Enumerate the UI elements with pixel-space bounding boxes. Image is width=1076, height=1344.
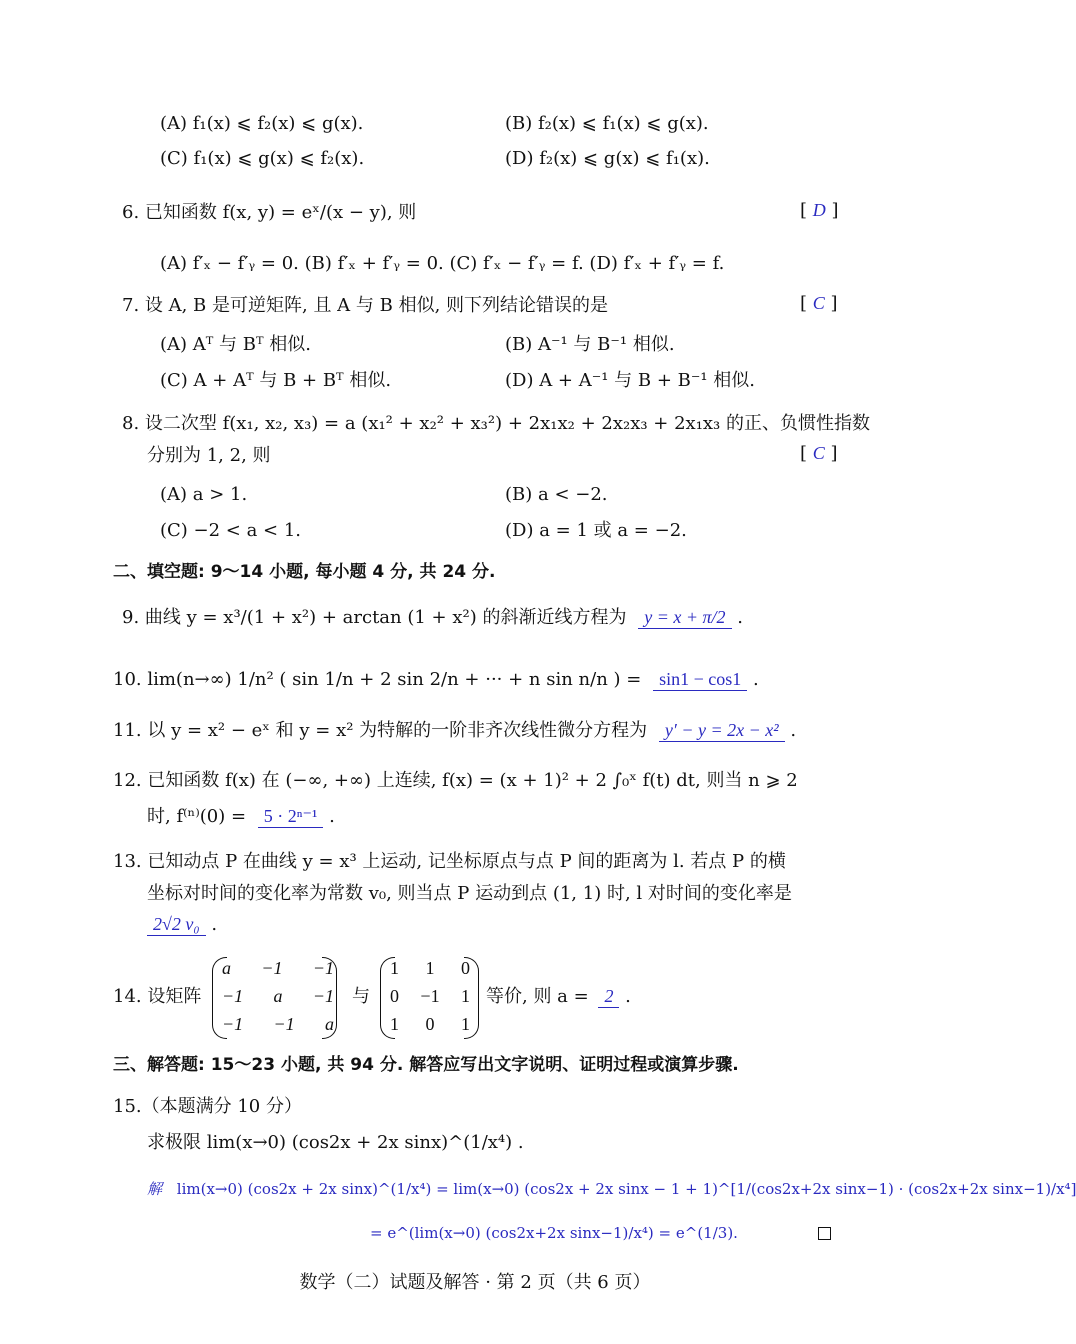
q7-option-c: (C) A + Aᵀ 与 B + Bᵀ 相似.	[160, 370, 392, 391]
q5-option-d: (D) f₂(x) ⩽ g(x) ⩽ f₁(x).	[505, 148, 710, 169]
q8-option-a: (A) a > 1.	[160, 484, 248, 505]
q12-stem2-text: 时, f⁽ⁿ⁾(0) =	[147, 806, 247, 827]
q5-option-a: (A) f₁(x) ⩽ f₂(x) ⩽ g(x).	[160, 113, 364, 134]
q14-m1-cell: −1	[261, 958, 283, 978]
q15-solution-line1	[147, 1176, 1076, 1202]
q13-stem-line1: 13. 已知动点 P 在曲线 y = x³ 上运动, 记坐标原点与点 P 间的距离为 l. 若点 P 的横	[113, 851, 786, 872]
q8-option-b: (B) a < −2.	[505, 484, 608, 505]
q10-stem-text: 10. lim(n→∞) 1/n² ( sin 1/n + 2 sin 2/n + ··· + n sin n/n ) =	[113, 669, 642, 690]
q11-stem: 11. 以 y = x² − eˣ 和 y = x² 为特解的一阶非齐次线性微分方程为 y′ − y = 2x − x² .	[113, 720, 797, 741]
q14-m2-cell: 0	[425, 1014, 435, 1034]
section-solution-heading: 三、解答题: 15～23 小题, 共 94 分. 解答应写出文字说明、证明过程或演算步骤.	[113, 1055, 739, 1075]
q6-answer: D	[812, 200, 826, 220]
q14-m1-cell: a	[325, 1014, 334, 1034]
q6-stem: 6. 已知函数 f(x, y) = eˣ/(x − y), 则	[122, 202, 417, 223]
q5-option-c: (C) f₁(x) ⩽ g(x) ⩽ f₂(x).	[160, 148, 365, 169]
q14-m2-cell: 1	[461, 986, 470, 1006]
q8-stem-line1: 8. 设二次型 f(x₁, x₂, x₃) = a (x₁² + x₂² + x₃²) + 2x₁x₂ + 2x₂x₃ + 2x₁x₃ 的正、负惯性指数	[122, 413, 870, 434]
q13-stem-line2: 坐标对时间的变化率为常数 v₀, 则当点 P 运动到点 (1, 1) 时, l 对时间的变化率是	[147, 883, 792, 904]
q14-answer: 2	[598, 985, 619, 1008]
q14-m2-cell: 1	[390, 1014, 399, 1034]
q14-m1-cell: −1	[222, 986, 244, 1006]
q8-answer-bracket: [ C ]	[800, 443, 838, 464]
q7-answer: C	[812, 293, 825, 313]
q8-option-d: (D) a = 1 或 a = −2.	[505, 520, 687, 541]
q9-answer: y = x + π/2	[638, 606, 731, 629]
q15-solution-label: 解	[147, 1180, 163, 1198]
q14-m2-cell: 1	[425, 958, 435, 978]
section-fill-in-heading: 二、填空题: 9～14 小题, 每小题 4 分, 共 24 分.	[113, 562, 496, 582]
q5-option-b: (B) f₂(x) ⩽ f₁(x) ⩽ g(x).	[505, 113, 709, 134]
page-footer: 数学（二）试题及解答 · 第 2 页（共 6 页）	[299, 1272, 651, 1293]
q15-head: 15.（本题满分 10 分）	[113, 1096, 302, 1117]
q14-m2-cell: 1	[461, 1014, 470, 1034]
q14-tail-text: 等价, 则 a =	[486, 986, 589, 1007]
qed-square-icon	[818, 1227, 831, 1240]
q15-solution-text1: lim(x→0) (cos2x + 2x sinx)^(1/x⁴) = lim(x→0) (cos2x + 2x sinx − 1 + 1)^[1/(cos2x+2x sinx−1) · (cos2x+2x sinx−1)/x⁴]	[176, 1180, 1076, 1198]
q8-answer: C	[812, 443, 825, 463]
q7-option-a: (A) Aᵀ 与 Bᵀ 相似.	[160, 334, 311, 355]
q15-stem: 求极限 lim(x→0) (cos2x + 2x sinx)^(1/x⁴) .	[147, 1132, 524, 1153]
q13-answer-line: 2√2 v₀ .	[147, 912, 217, 938]
q9-stem: 9. 曲线 y = x³/(1 + x²) + arctan (1 + x²) 的斜渐近线方程为 y = x + π/2 .	[122, 607, 743, 628]
q14-m2-cell: 0	[461, 958, 470, 978]
q14-matrix1	[222, 958, 334, 1042]
q14-m1-cell: −1	[273, 1014, 295, 1034]
q14-tail: 等价, 则 a = 2 .	[486, 986, 631, 1007]
q14-m2-cell: −1	[420, 986, 440, 1006]
q8-option-c: (C) −2 < a < 1.	[160, 520, 302, 541]
q6-answer-bracket: [ D ]	[800, 200, 839, 221]
q11-answer: y′ − y = 2x − x²	[659, 719, 785, 742]
q7-answer-bracket: [ C ]	[800, 293, 838, 314]
q7-option-b: (B) A⁻¹ 与 B⁻¹ 相似.	[505, 334, 675, 355]
q14-m1-cell: −1	[312, 958, 334, 978]
q7-option-d: (D) A + A⁻¹ 与 B + B⁻¹ 相似.	[505, 370, 756, 391]
q14-m2-cell: 0	[390, 986, 399, 1006]
q14-m1-cell: a	[222, 958, 231, 978]
q14-m1-cell: a	[273, 986, 283, 1006]
q14-m1-cell: −1	[222, 1014, 244, 1034]
q15-solution-line2: = e^(lim(x→0) (cos2x+2x sinx−1)/x⁴) = e^(1/3).	[370, 1224, 738, 1242]
q8-stem-line2: 分别为 1, 2, 则	[147, 445, 271, 466]
q14-mid: 与	[352, 986, 370, 1007]
q10-stem: 10. lim(n→∞) 1/n² ( sin 1/n + 2 sin 2/n + ··· + n sin n/n ) = sin1 − cos1 .	[113, 669, 759, 690]
q13-answer: 2√2 v₀	[147, 913, 206, 936]
q9-stem-text: 9. 曲线 y = x³/(1 + x²) + arctan (1 + x²) 的斜渐近线方程为	[122, 607, 627, 628]
q12-answer: 5 · 2ⁿ⁻¹	[258, 805, 324, 828]
q11-stem-text: 11. 以 y = x² − eˣ 和 y = x² 为特解的一阶非齐次线性微分方程为	[113, 720, 648, 741]
q14-m2-cell: 1	[390, 958, 399, 978]
q12-stem-line2: 时, f⁽ⁿ⁾(0) = 5 · 2ⁿ⁻¹ .	[147, 806, 335, 827]
q12-stem-line1: 12. 已知函数 f(x) 在 (−∞, +∞) 上连续, f(x) = (x + 1)² + 2 ∫₀ˣ f(t) dt, 则当 n ⩾ 2	[113, 770, 798, 791]
q10-answer: sin1 − cos1	[653, 668, 747, 691]
q7-stem: 7. 设 A, B 是可逆矩阵, 且 A 与 B 相似, 则下列结论错误的是	[122, 295, 609, 316]
q6-options: (A) f′ₓ − f′ᵧ = 0. (B) f′ₓ + f′ᵧ = 0. (C) f′ₓ − f′ᵧ = f. (D) f′ₓ + f′ᵧ = f.	[160, 253, 725, 274]
q14-matrix2	[390, 958, 470, 1042]
q14-label: 14. 设矩阵	[113, 986, 202, 1007]
q14-m1-cell: −1	[312, 986, 334, 1006]
